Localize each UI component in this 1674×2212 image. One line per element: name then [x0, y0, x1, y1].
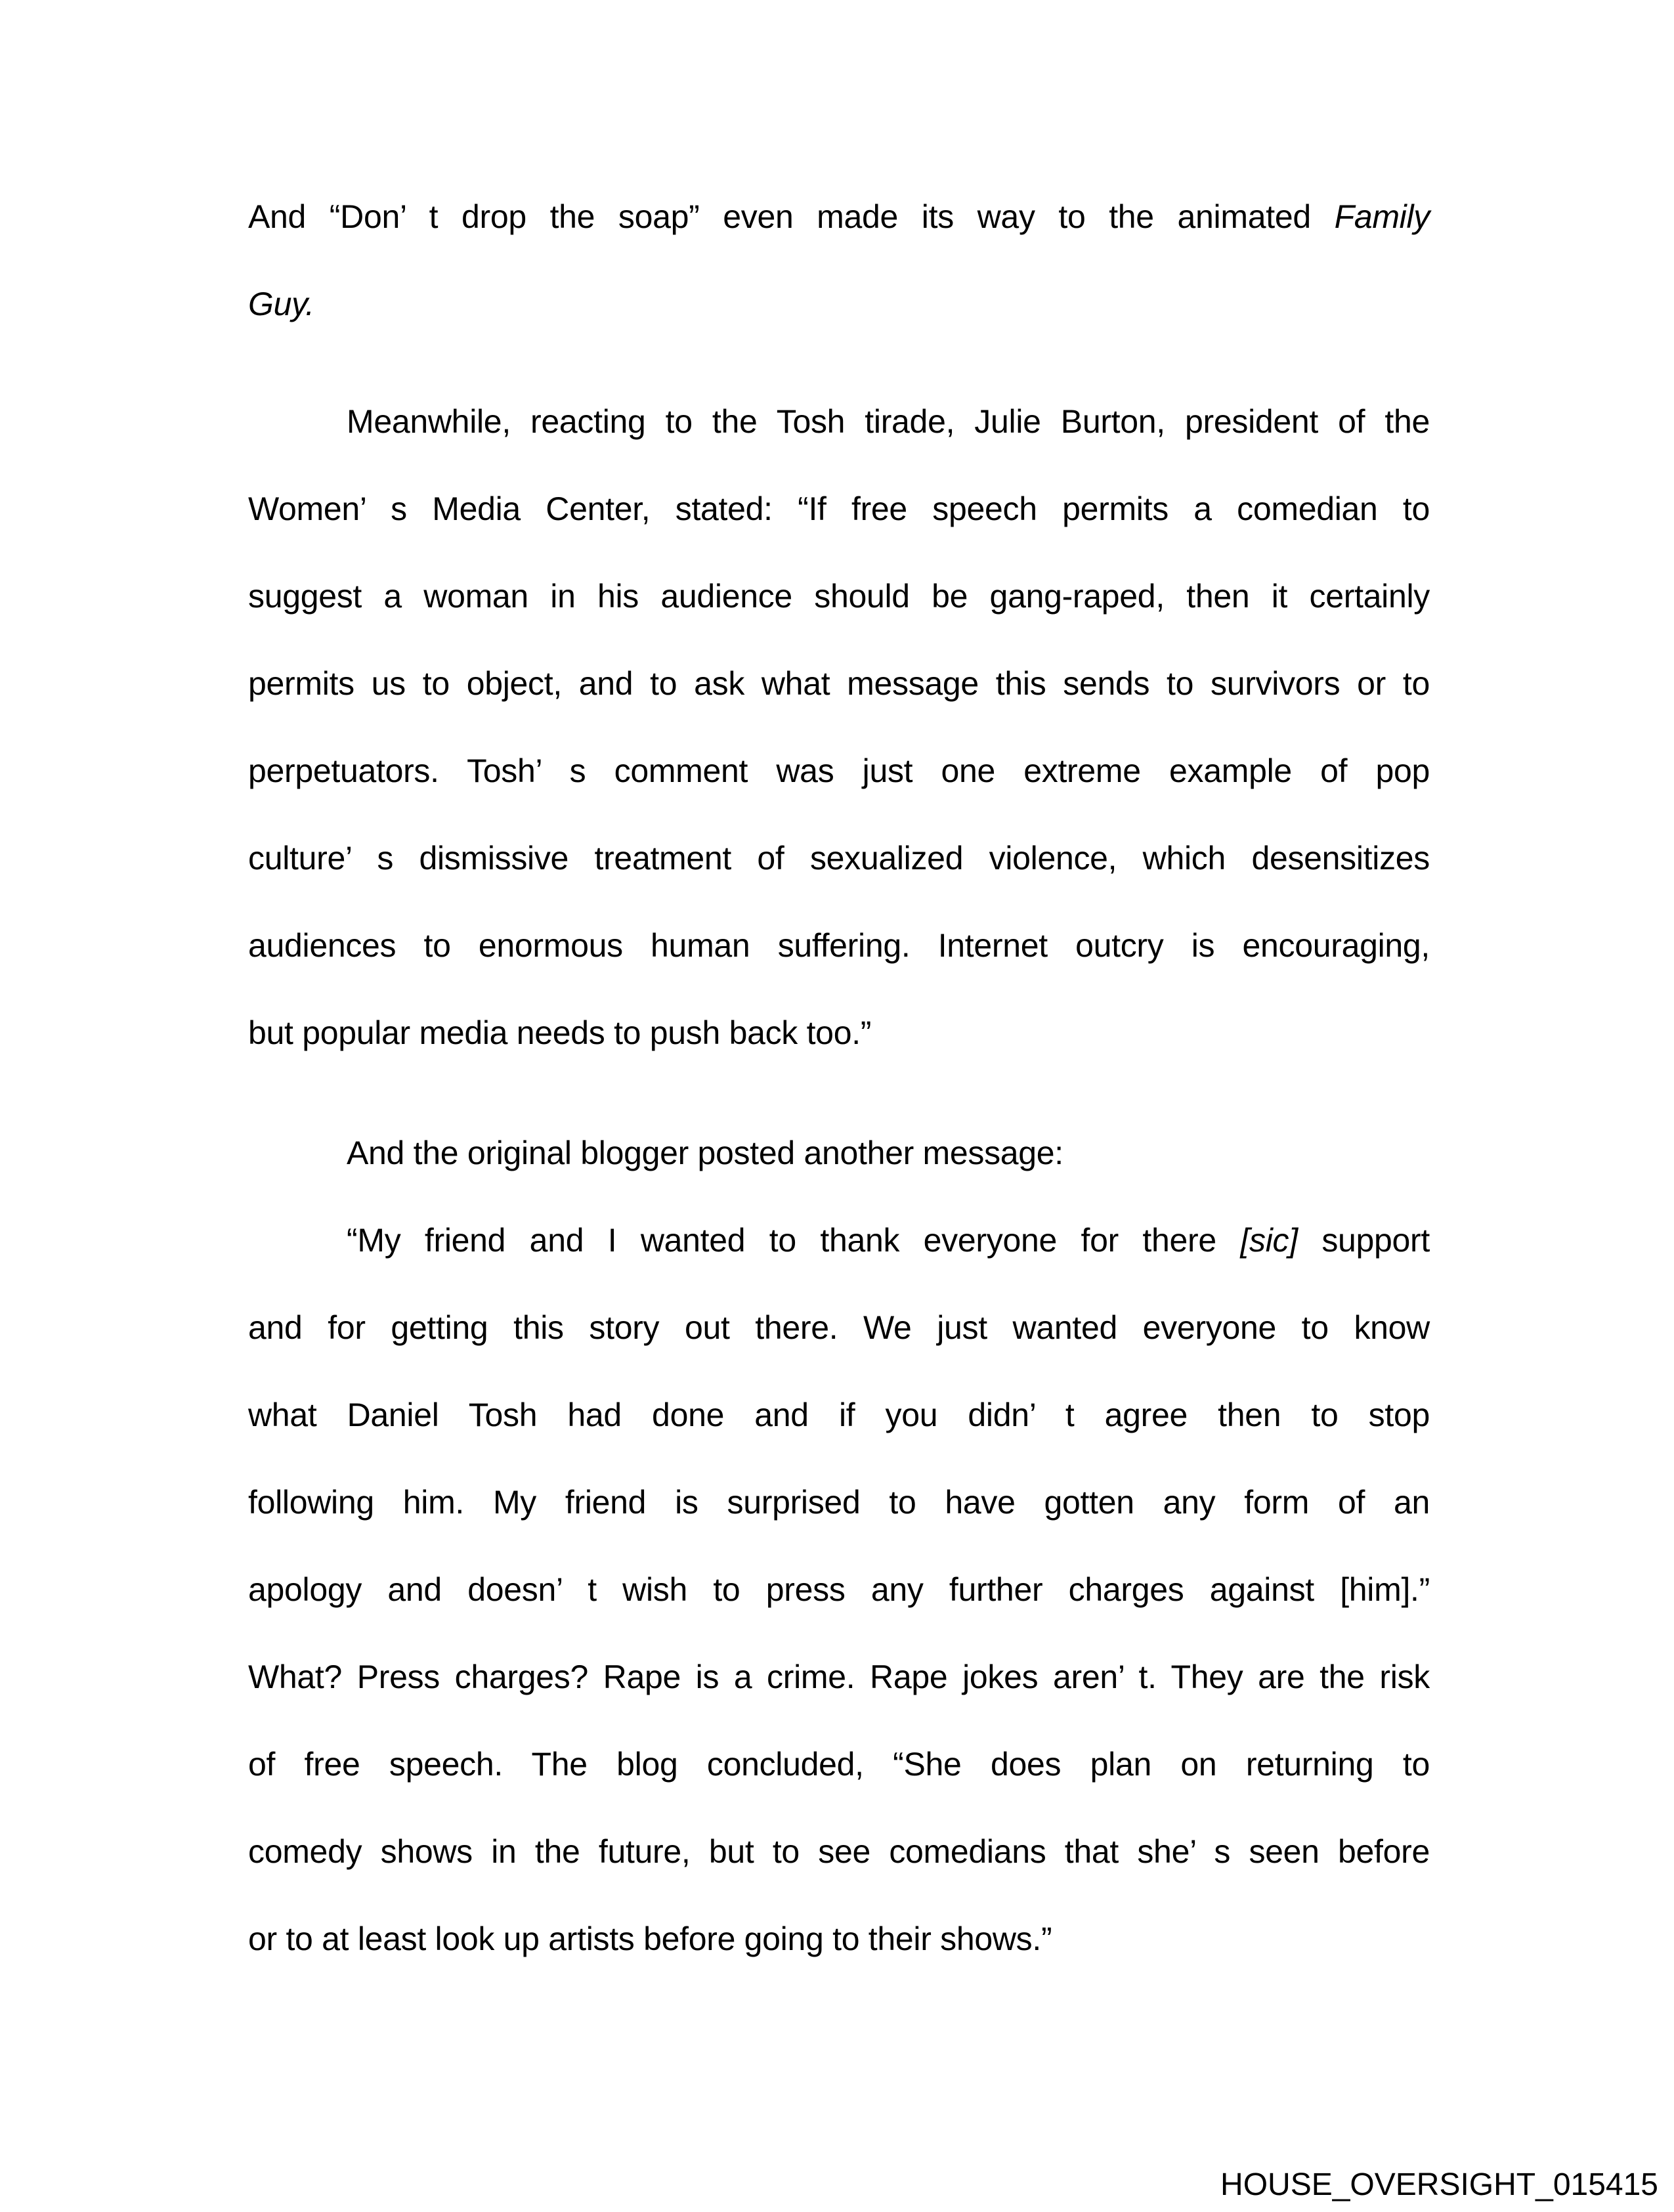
text-line: [248, 1110, 1430, 1197]
text-run: comedy shows in the future, but to see comedians that she’ s seen before: [248, 1833, 1430, 1870]
text-run: audiences to enormous human suffering. Internet outcry is encouraging,: [248, 927, 1430, 964]
italic-text-run: Guy.: [248, 286, 314, 322]
paragraph-blogger-intro: [248, 1110, 1430, 1197]
text-line: [248, 553, 1430, 640]
text-line: [248, 1896, 1430, 1983]
paragraph-blogger-message: [248, 1197, 1430, 1983]
text-line: [248, 261, 1430, 348]
paragraph-family-guy: [248, 173, 1430, 348]
text-line: [248, 1459, 1430, 1546]
text-run: Women’ s Media Center, stated: “If free speech permits a comedian to: [248, 490, 1430, 527]
text-run: “My friend and I wanted to thank everyone for there: [347, 1222, 1241, 1259]
text-line: [248, 466, 1430, 553]
text-line: [248, 378, 1430, 466]
text-run: following him. My friend is surprised to have gotten any form of an: [248, 1484, 1430, 1521]
text-line: [248, 815, 1430, 902]
italic-text-run: [sic]: [1240, 1222, 1298, 1259]
text-run: What? Press charges? Rape is a crime. Rape jokes aren’ t. They are the risk: [248, 1659, 1430, 1695]
text-line: [248, 989, 1430, 1077]
text-run: but popular media needs to push back too.”: [248, 1014, 872, 1051]
text-line: [248, 1284, 1430, 1372]
text-line: [248, 1721, 1430, 1808]
paragraph-julie-burton-quote: [248, 378, 1430, 1077]
text-line: [248, 1197, 1430, 1284]
text-line: [248, 640, 1430, 727]
text-run: perpetuators. Tosh’ s comment was just one extreme example of pop: [248, 752, 1430, 789]
text-line: [248, 1372, 1430, 1459]
text-line: [248, 1808, 1430, 1896]
text-run: culture’ s dismissive treatment of sexualized violence, which desensitizes: [248, 840, 1430, 877]
text-run: apology and doesn’ t wish to press any further charges against [him].”: [248, 1571, 1430, 1608]
text-run: Meanwhile, reacting to the Tosh tirade, Julie Burton, president of the: [347, 403, 1430, 440]
document-body: [248, 173, 1430, 1983]
text-line: [248, 902, 1430, 989]
text-line: [248, 1634, 1430, 1721]
text-run: And the original blogger posted another message:: [347, 1135, 1063, 1171]
text-run: support: [1297, 1222, 1430, 1259]
text-line: [248, 1546, 1430, 1634]
text-run: suggest a woman in his audience should be gang-raped, then it certainly: [248, 578, 1430, 615]
text-line: [248, 727, 1430, 815]
text-run: And “Don’ t drop the soap” even made its way to the animated: [248, 198, 1335, 235]
text-line: [248, 173, 1430, 261]
italic-text-run: Family: [1334, 198, 1430, 235]
text-run: permits us to object, and to ask what message this sends to survivors or to: [248, 665, 1430, 702]
text-run: what Daniel Tosh had done and if you didn’ t agree then to stop: [248, 1397, 1430, 1433]
text-run: and for getting this story out there. We just wanted everyone to know: [248, 1309, 1430, 1346]
bates-number: HOUSE_OVERSIGHT_015415: [1220, 2167, 1658, 2202]
text-run: or to at least look up artists before going to their shows.”: [248, 1920, 1052, 1957]
text-run: of free speech. The blog concluded, “She does plan on returning to: [248, 1746, 1430, 1783]
